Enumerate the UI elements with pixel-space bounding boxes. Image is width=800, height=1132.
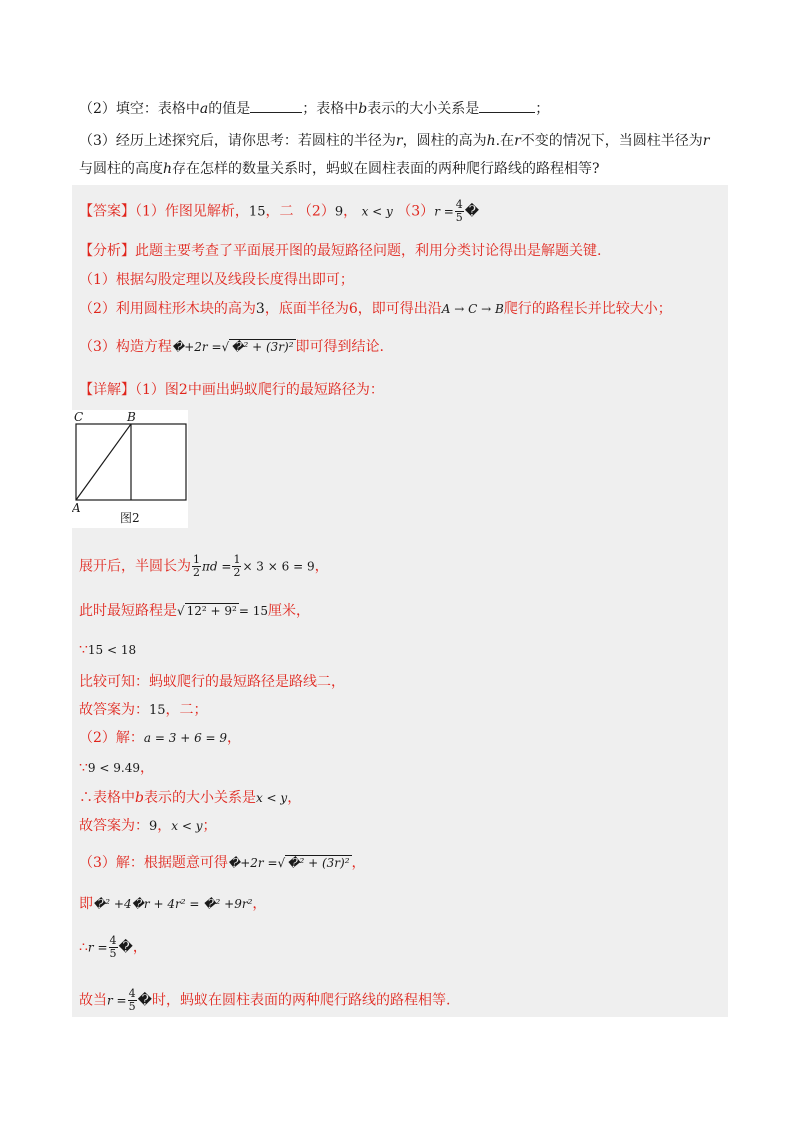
therefore-2-var-b: b [135, 790, 144, 806]
half-num-1: 1 [193, 553, 200, 566]
unfold-line [79, 554, 329, 579]
therefore-symbol-3: ∴ [79, 939, 88, 956]
therefore-3-num: 4 [109, 934, 117, 947]
label-c: C [74, 410, 84, 424]
question-3-line1 [79, 131, 710, 151]
therefore-3-unknown: � [118, 939, 133, 956]
final-den: 5 [128, 1000, 136, 1013]
half-den-1: 2 [193, 566, 200, 579]
therefore-2-end: ， [287, 790, 302, 806]
therefore-3-fraction [109, 935, 118, 960]
analysis-label: 【分析】 [79, 243, 135, 259]
unfold-text: 展开后，半圆长为 [79, 558, 191, 575]
unfold-end: ， [314, 558, 329, 575]
answer-2-value: 9 [149, 819, 158, 834]
answer-den: 5 [455, 211, 463, 224]
because-2-expr: 9 < 9.49 [87, 761, 140, 775]
shortest-text: 此时最短路程是 [79, 603, 177, 619]
analysis-eq-lhs: �+2r = [171, 340, 222, 354]
half-den-2: 2 [233, 566, 241, 579]
final-text: 时，蚂蚁在圆柱表面的两种爬行路线的路程相等. [151, 992, 451, 1009]
because-2-end: ， [139, 760, 154, 776]
q3-a: （3）经历上述探究后，请你思考：若圆柱的半径为 [79, 133, 396, 149]
answer-unknown: � [464, 203, 480, 220]
solution-3-label: （3）解：根据题意可得 [79, 855, 228, 871]
var-a: a [199, 101, 209, 117]
compare-line [79, 672, 345, 692]
analysis-l3 [79, 337, 384, 357]
shortest-sqrt: √ 12² + 9² [177, 604, 237, 618]
answer-comma: ， [343, 203, 358, 220]
answer-1-label: 故答案为： [79, 702, 149, 718]
because-symbol-1: ∵ [79, 642, 88, 658]
detail-heading [79, 380, 384, 400]
analysis-l3b: 即可得到结论. [295, 339, 384, 355]
q3-b: ，圆柱的高为 [402, 133, 487, 149]
label-b: B [127, 410, 136, 424]
solution-3-sqrt: √ �² + (3r)² [277, 856, 350, 870]
therefore-2-c: 表示的大小关系是 [143, 790, 256, 806]
figure-caption: 图2 [120, 511, 140, 525]
solution-2-label: （2）解： [79, 730, 144, 746]
shortest-path-line [76, 424, 131, 500]
therefore-2 [79, 788, 301, 808]
expand-line [79, 894, 266, 914]
label-a: A [72, 501, 81, 515]
answer-2-label: 故答案为： [79, 818, 149, 834]
var-b: b [358, 101, 368, 117]
half-fraction-2 [232, 554, 241, 579]
final-label: 故当 [79, 992, 107, 1009]
detail-label: 【详解】 [79, 382, 135, 398]
therefore-3-r: r = [87, 940, 108, 955]
compare-text: 比较可知：蚂蚁爬行的最短路径是路线二， [79, 674, 345, 690]
q3-c: .在 [495, 133, 515, 149]
analysis-l1-text: （1）根据勾股定理以及线段长度得出即可； [79, 272, 354, 288]
answer-p2: （2） [297, 203, 335, 220]
var-h: h [486, 133, 496, 149]
therefore-3-end: ， [132, 939, 147, 956]
final-fraction [128, 988, 137, 1013]
analysis-radicand: �² + (3r)² [231, 340, 294, 354]
final-unknown: � [137, 992, 152, 1009]
q3-line2-a: 与圆柱的高度 [79, 161, 163, 177]
solution-2-eq: a = 3 + 6 = 9 [143, 731, 228, 745]
shortest-unit: 厘米， [268, 603, 311, 619]
shortest-radicand: 12² + 9² [186, 604, 237, 618]
analysis-3: 3 [255, 301, 265, 317]
therefore-symbol-2: ∴ [79, 790, 93, 806]
answer-p1: （1）作图见解析， [135, 203, 249, 220]
q2-end: ； [535, 101, 550, 117]
var-r-2: r [514, 133, 521, 149]
var-r: r [395, 133, 403, 149]
answer-r-eq: r = [434, 204, 454, 219]
analysis-l2a: （2）利用圆柱形木块的高为 [79, 301, 256, 317]
figure-2-svg [72, 410, 188, 528]
solution-3-lhs: �+2r = [227, 856, 278, 870]
because-1-expr: 15 < 18 [87, 643, 137, 657]
q3-line2-b: 存在怎样的数量关系时，蚂蚁在圆柱表面的两种爬行路线的路程相等? [172, 161, 600, 177]
question-3-line2 [79, 159, 600, 179]
analysis-l2b: ，底面半径为6，即可得出沿 [264, 301, 442, 317]
because-1 [79, 640, 136, 660]
answer-1-value: 15 [149, 703, 166, 718]
analysis-l2c: 爬行的路程长并比较大小； [503, 301, 672, 317]
answer-1-rest: ，二； [165, 702, 208, 718]
therefore-2-a: 表格中 [93, 790, 135, 806]
blank-b [479, 98, 535, 113]
final-r: r = [107, 993, 127, 1008]
answer-label: 【答案】 [79, 203, 135, 220]
analysis-sqrt: √ �² + (3r)² [221, 340, 294, 354]
answer-fraction [455, 199, 464, 224]
because-2 [79, 758, 154, 778]
answer-2-comma: ， [157, 818, 172, 834]
half-fraction-1 [192, 554, 201, 579]
var-h-2: h [163, 161, 173, 177]
var-r-3: r [702, 133, 710, 149]
because-symbol-2: ∵ [79, 760, 88, 776]
answer-p1b: ，二 [265, 203, 294, 220]
answer-9: 9 [334, 204, 344, 220]
answer-1-line [79, 700, 208, 721]
therefore-2-xy: x < y [255, 791, 288, 805]
final-num: 4 [128, 987, 136, 1000]
therefore-3-den: 5 [109, 947, 117, 960]
answer-15: 15 [248, 204, 266, 220]
q2-mid3: 表示的大小关系是 [367, 101, 480, 117]
q2-mid1: 的值是 [208, 101, 251, 117]
solution-3-line [79, 853, 366, 873]
expand-label: 即 [79, 896, 93, 912]
answer-num: 4 [455, 198, 463, 211]
question-2 [79, 98, 549, 119]
shortest-line [79, 601, 310, 621]
detail-intro: （1）图2中画出蚂蚁爬行的最短路径为： [135, 382, 384, 398]
solution-2-end: ， [227, 730, 242, 746]
analysis-path: A → C → B [441, 302, 504, 316]
unfold-rest: × 3 × 6 = 9 [242, 559, 315, 574]
q2-mid2: ；表格中 [302, 101, 359, 117]
answer-line [79, 199, 479, 224]
solution-3-end: ， [351, 855, 366, 871]
half-num-2: 1 [233, 553, 241, 566]
shortest-eq: = 15 [238, 604, 269, 618]
answer-xy: x < y [361, 204, 393, 219]
blank-a [250, 98, 302, 113]
answer-p3: （3） [397, 203, 435, 220]
figure-2 [72, 410, 188, 528]
q3-d: 不变的情况下，当圆柱半径为 [520, 133, 703, 149]
analysis-l3a: （3）构造方程 [79, 339, 172, 355]
expand-end: ， [252, 896, 267, 912]
solution-3-radicand: �² + (3r)² [287, 856, 350, 870]
answer-2-xy: x < y [171, 819, 203, 833]
answer-2-end: ； [202, 818, 217, 834]
q2-prefix: （2）填空：表格中 [79, 101, 200, 117]
answer-2-line [79, 816, 217, 837]
analysis-l1 [79, 270, 354, 290]
solution-2-line [79, 728, 241, 748]
therefore-3 [79, 935, 147, 960]
pi-d: πd = [202, 559, 232, 574]
expand-expr: �² +4�r + 4r² = �² +9r² [93, 897, 253, 911]
final-line [79, 988, 450, 1013]
analysis-l2 [79, 299, 672, 319]
analysis-text: 此题主要考查了平面展开图的最短路径问题，利用分类讨论得出是解题关键. [135, 243, 602, 259]
analysis-line [79, 241, 601, 261]
